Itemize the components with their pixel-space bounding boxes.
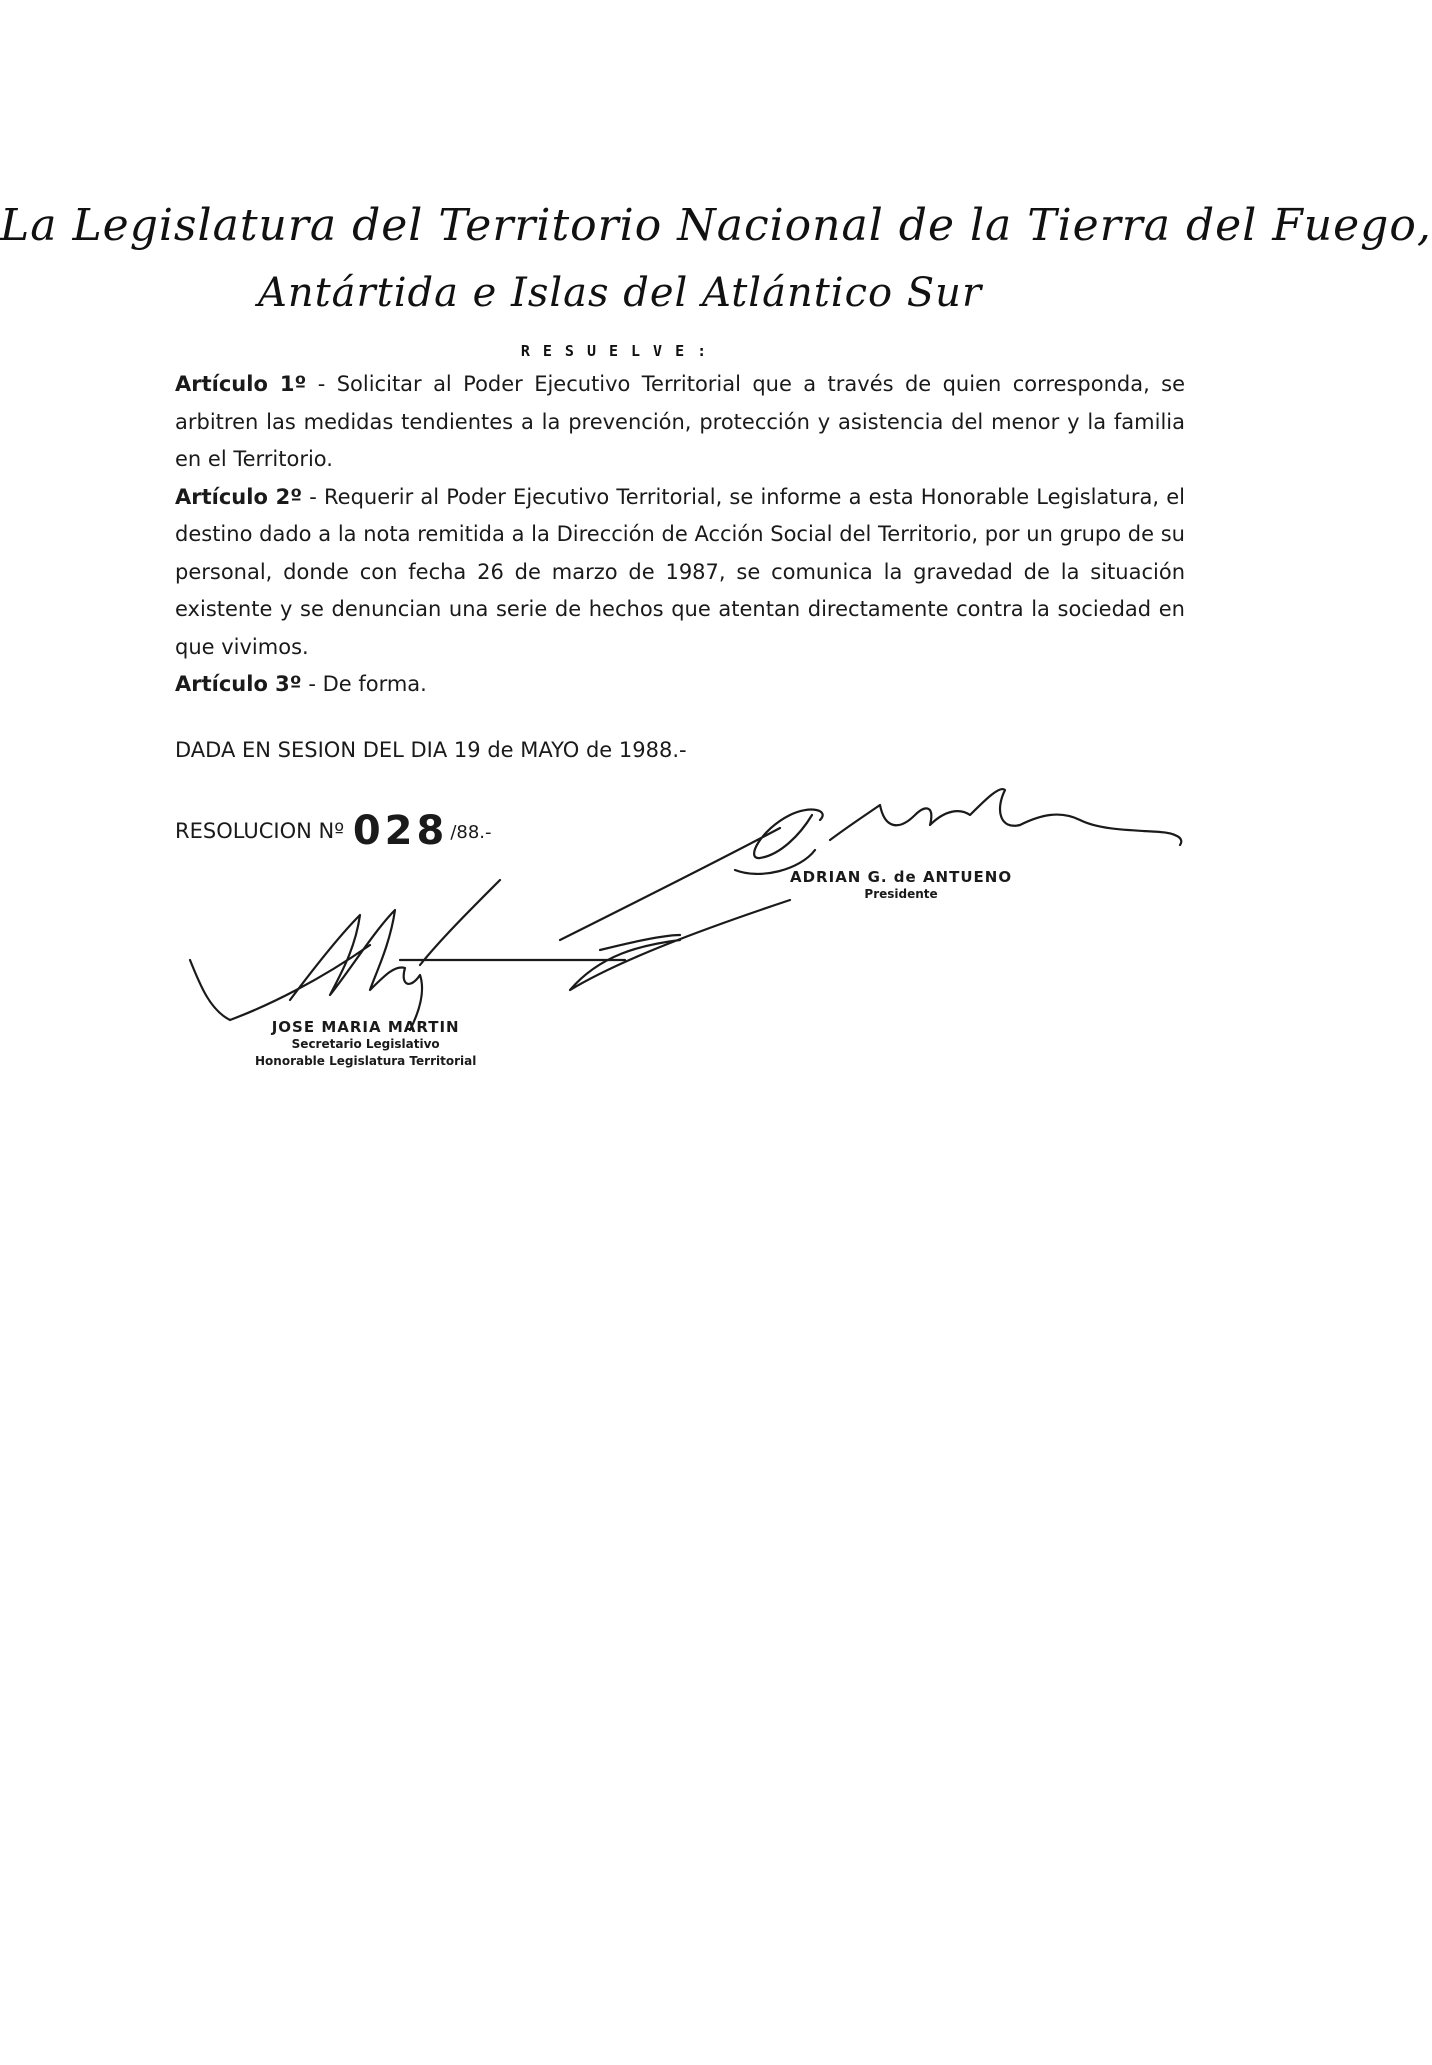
article-3-text: - De forma.	[301, 672, 427, 696]
article-3-label: Artículo 3º	[175, 672, 302, 696]
secretary-name: JOSE MARIA MARTIN	[271, 1018, 460, 1036]
secretary-body: Honorable Legislatura Territorial	[255, 1054, 477, 1068]
president-name: ADRIAN G. de ANTUENO	[790, 868, 1013, 886]
president-title: Presidente	[864, 887, 938, 901]
president-signature-block	[790, 868, 1012, 903]
article-2-label: Artículo 2º	[175, 484, 303, 509]
resolution-year: /88.-	[450, 822, 492, 843]
resolution-number: 028	[352, 808, 449, 854]
resuelve-heading: RESUELVE:	[520, 342, 720, 360]
article-1-text: - Solicitar al Poder Ejecutivo Territorial que a través de quien corresponda, se arbitren las medidas tendientes a la prevención, protección y asistencia del menor y la familia en el Territorio.	[175, 372, 1185, 471]
secretary-signature-block	[255, 1018, 476, 1070]
session-date: DADA EN SESION DEL DIA 19 de MAYO de 1988.-	[175, 738, 687, 762]
article-2-text: - Requerir al Poder Ejecutivo Territorial, se informe a esta Honorable Legislatura, el destino dado a la nota remitida a la Dirección de Acción Social del Territorio, por un grupo de su personal, donde con fecha 26 de marzo de 1987, se comunica la gravedad de la situación existente y se denuncian una serie de hechos que atentan directamente contra la sociedad en que vivimos.	[175, 484, 1186, 659]
secretary-title: Secretario Legislativo	[291, 1037, 440, 1051]
article-1-label: Artículo 1º	[175, 372, 307, 396]
header-line-1: La Legislatura del Territorio Nacional de la Tierra del Fuego,	[0, 200, 1432, 251]
header-line-2: Antártida e Islas del Atlántico Sur	[257, 270, 983, 316]
resolution-prefix: RESOLUCION Nº	[175, 819, 345, 843]
secretary-signature	[190, 880, 680, 1030]
